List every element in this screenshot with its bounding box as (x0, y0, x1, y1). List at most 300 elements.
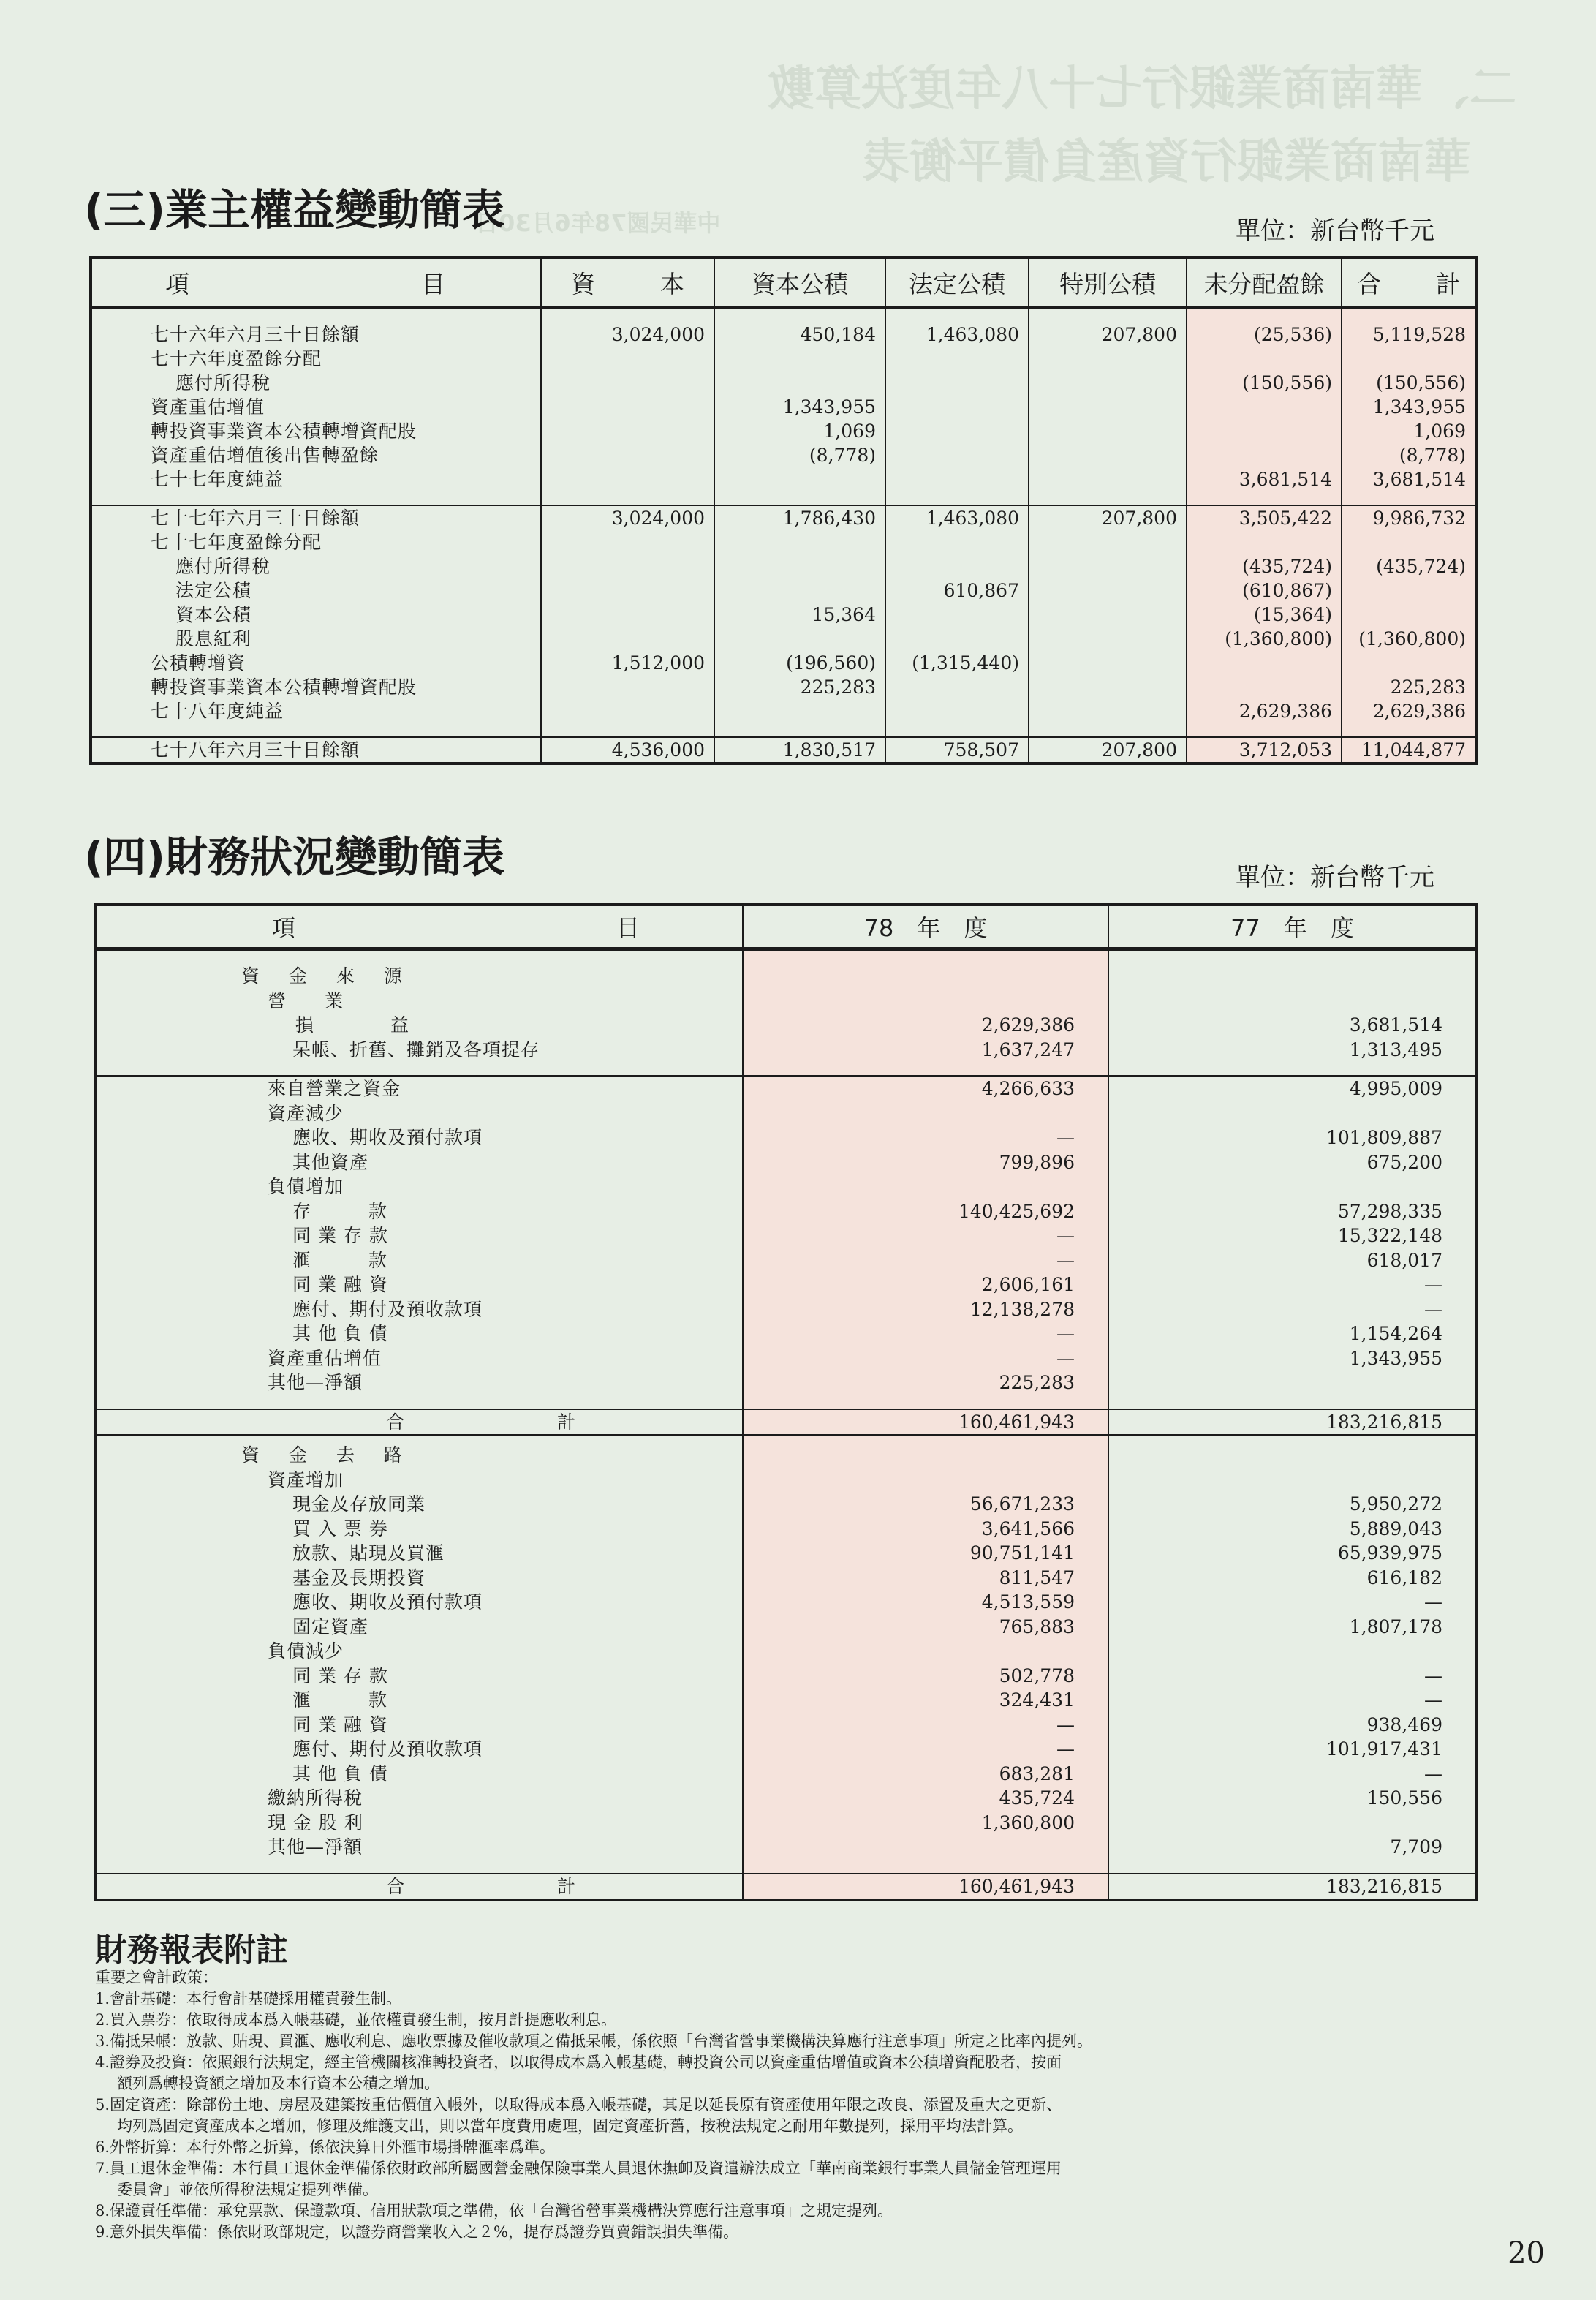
table-row (95, 1126, 1477, 1150)
cell-year77: 15,322,148 (1108, 1223, 1477, 1248)
notes-title: 財務報表附註 (95, 1931, 288, 1969)
table-row (95, 1223, 1477, 1248)
row-label: 同 業 融 資 (292, 1713, 388, 1735)
col-special-reserve-header: 特別公積 (1029, 257, 1187, 308)
cell-capital: 1,512,000 (541, 651, 714, 675)
row-label: 基金及長期投資 (292, 1566, 426, 1588)
funds-section-title: (四)財務狀況變動簡表 (84, 832, 505, 882)
cell-unappropriated (1187, 530, 1342, 554)
cell-capital (541, 603, 714, 627)
cell-capital-reserve: 450,184 (714, 323, 885, 347)
cell-year77: 616,182 (1108, 1566, 1477, 1591)
cell-legal-reserve (885, 371, 1029, 395)
cell-year77 (1108, 1811, 1477, 1836)
table-row (91, 347, 1476, 371)
cell-capital-reserve: 1,343,955 (714, 395, 885, 419)
cell-total (1342, 651, 1476, 675)
table-row (95, 1370, 1477, 1395)
note-line: 均列爲固定資產成本之增加，修理及維護支出，則以當年度費用處理，固定資產折舊，按稅法規定之耐用年數提列，採用平均法計算。 (117, 2117, 1023, 2135)
cell-capital (541, 699, 714, 723)
cell-special-reserve (1029, 371, 1187, 395)
cell-capital-reserve (714, 371, 885, 395)
cell-year78: 160,461,943 (743, 1409, 1108, 1436)
bleed-through-line-1: 二、華南商業銀行七十八年度決算數 (768, 62, 1516, 116)
cell-year77: 1,807,178 (1108, 1615, 1477, 1640)
cell-legal-reserve (885, 419, 1029, 443)
funds-uses-total-row (95, 1874, 1477, 1901)
cell-year78: 160,461,943 (743, 1874, 1108, 1901)
cell-capital-reserve (714, 347, 885, 371)
row-label: 轉投資事業資本公積轉增資配股 (151, 421, 417, 442)
row-label: 應付所得稅 (175, 372, 271, 393)
cell-unappropriated: (25,536) (1187, 323, 1342, 347)
cell-legal-reserve (885, 554, 1029, 578)
spacer-row (91, 723, 1476, 737)
row-label: 七十六年六月三十日餘額 (151, 324, 360, 345)
table-row (91, 419, 1476, 443)
row-label: 現金及存放同業 (292, 1493, 426, 1515)
cell-capital (541, 419, 714, 443)
cell-capital (541, 627, 714, 651)
cell-legal-reserve (885, 699, 1029, 723)
cell-capital: 3,024,000 (541, 505, 714, 530)
cell-capital-reserve: 15,364 (714, 603, 885, 627)
cell-year77: 183,216,815 (1108, 1874, 1477, 1901)
cell-capital-reserve: (8,778) (714, 443, 885, 467)
cell-special-reserve (1029, 675, 1187, 699)
cell-capital (541, 530, 714, 554)
cell-total: 2,629,386 (1342, 699, 1476, 723)
cell-special-reserve (1029, 603, 1187, 627)
cell-capital-reserve: 1,830,517 (714, 737, 885, 763)
cell-unappropriated: (1,360,800) (1187, 627, 1342, 651)
cell-year77 (1108, 1468, 1477, 1493)
cell-year78: 225,283 (743, 1370, 1108, 1395)
cell-year78: — (743, 1126, 1108, 1150)
table-row (95, 1272, 1477, 1297)
cell-unappropriated: (435,724) (1187, 554, 1342, 578)
equity-header-row (91, 257, 1476, 308)
col-capital-header (541, 257, 714, 308)
cell-year77: 3,681,514 (1108, 1013, 1477, 1038)
row-label: 其 他 負 債 (292, 1762, 388, 1784)
row-label: 應收、期收及預付款項 (292, 1127, 483, 1148)
cell-capital-reserve: 225,283 (714, 675, 885, 699)
row-label: 股息紅利 (175, 628, 252, 649)
cell-year77: 4,995,009 (1108, 1076, 1477, 1101)
note-line: 5.固定資產：除部份土地、房屋及建築按重估價值入帳外，以取得成本爲入帳基礎，其足以延長原有資產使用年限之改良、添置及重大之更新、 (95, 2096, 1062, 2114)
cell-capital (541, 675, 714, 699)
row-label: 資 金 去 路 (95, 1435, 743, 1468)
cell-total (1342, 530, 1476, 554)
cell-capital-reserve (714, 578, 885, 603)
cell-year78: — (743, 1713, 1108, 1738)
cell-year78: 2,629,386 (743, 1013, 1108, 1038)
cell-year77 (1108, 989, 1477, 1014)
cell-year78: — (743, 1346, 1108, 1371)
cell-legal-reserve: (1,315,440) (885, 651, 1029, 675)
spacer-row (91, 491, 1476, 505)
cell-special-reserve (1029, 347, 1187, 371)
cell-special-reserve (1029, 443, 1187, 467)
table-row (95, 1664, 1477, 1689)
col-capital-reserve-header: 資本公積 (714, 257, 885, 308)
table-row (91, 675, 1476, 699)
table-row (95, 1101, 1477, 1126)
total-label: 合 計 (95, 1409, 743, 1436)
table-row (95, 1762, 1477, 1787)
row-label: 同 業 存 款 (292, 1225, 388, 1246)
cell-special-reserve (1029, 467, 1187, 491)
cell-year77: — (1108, 1688, 1477, 1713)
row-label: 同 業 存 款 (292, 1664, 388, 1686)
cell-legal-reserve (885, 603, 1029, 627)
col-unappropriated-header: 未分配盈餘 (1187, 257, 1342, 308)
cell-unappropriated (1187, 395, 1342, 419)
row-label: 負債減少 (268, 1640, 344, 1662)
cell-year77: 57,298,335 (1108, 1199, 1477, 1224)
cell-unappropriated: 3,681,514 (1187, 467, 1342, 491)
cell-year77: 7,709 (1108, 1835, 1477, 1860)
note-line: 2.買入票券：依取得成本爲入帳基礎，並依權責發生制，按月計提應收利息。 (95, 2011, 617, 2029)
cell-legal-reserve (885, 675, 1029, 699)
cell-year78: 1,360,800 (743, 1811, 1108, 1836)
cell-year77: 1,154,264 (1108, 1321, 1477, 1346)
cell-year78: 140,425,692 (743, 1199, 1108, 1224)
table-row (95, 1639, 1477, 1664)
spacer-row (95, 949, 1477, 965)
note-line: 1.會計基礎：本行會計基礎採用權責發生制。 (95, 1990, 402, 2007)
cell-total: 1,069 (1342, 419, 1476, 443)
row-label: 其他資產 (292, 1151, 369, 1173)
cell-year77: 675,200 (1108, 1150, 1477, 1175)
table-row (91, 578, 1476, 603)
row-label: 資本公積 (175, 604, 252, 625)
cell-year77 (1108, 964, 1477, 989)
cell-year78 (743, 1101, 1108, 1126)
cell-total: 9,986,732 (1342, 505, 1476, 530)
cell-total: (435,724) (1342, 554, 1476, 578)
row-label: 其 他 負 債 (292, 1323, 388, 1344)
cell-special-reserve (1029, 419, 1187, 443)
col-item-right: 目 (421, 269, 445, 298)
table-row (95, 1435, 1477, 1468)
row-label: 應付、期付及預收款項 (292, 1298, 483, 1320)
notes-body (95, 1967, 1338, 2243)
cell-capital-reserve: 1,069 (714, 419, 885, 443)
table-row (91, 651, 1476, 675)
row-label: 現 金 股 利 (268, 1811, 363, 1833)
cell-total: (8,778) (1342, 443, 1476, 467)
row-label: 來自營業之資金 (95, 1076, 743, 1101)
cell-year78: 799,896 (743, 1150, 1108, 1175)
cell-unappropriated: 2,629,386 (1187, 699, 1342, 723)
cell-year78: 324,431 (743, 1688, 1108, 1713)
note-line: 委員會」並依所得稅法規定提列準備。 (117, 2181, 378, 2198)
cell-year78: — (743, 1248, 1108, 1273)
cell-year78: — (743, 1321, 1108, 1346)
funds-unit-label: 單位：新台幣千元 (1236, 863, 1434, 892)
cell-year78: — (743, 1737, 1108, 1762)
cell-year78: 2,606,161 (743, 1272, 1108, 1297)
cell-capital-reserve: (196,560) (714, 651, 885, 675)
table-row (95, 1590, 1477, 1615)
cell-legal-reserve (885, 467, 1029, 491)
cell-year78: 435,724 (743, 1786, 1108, 1811)
cell-year78 (743, 1468, 1108, 1493)
cell-year78: 502,778 (743, 1664, 1108, 1689)
table-row (95, 1517, 1477, 1542)
row-label: 應收、期收及預付款項 (292, 1591, 483, 1613)
cell-year77: — (1108, 1297, 1477, 1322)
row-label: 營 業 (268, 989, 344, 1011)
cell-special-reserve (1029, 627, 1187, 651)
equity-section-title: (三)業主權益變動簡表 (84, 185, 505, 235)
cell-year77: 938,469 (1108, 1713, 1477, 1738)
table-row (95, 1688, 1477, 1713)
spacer-row (95, 1395, 1477, 1409)
cell-unappropriated: 3,712,053 (1187, 737, 1342, 763)
cell-total: 3,681,514 (1342, 467, 1476, 491)
table-row (95, 1492, 1477, 1517)
col-item-left: 項 (165, 269, 189, 298)
cell-legal-reserve: 758,507 (885, 737, 1029, 763)
page-number: 20 (1508, 2236, 1545, 2270)
row-label: 七十七年度盈餘分配 (151, 532, 322, 553)
cell-year77: 183,216,815 (1108, 1409, 1477, 1436)
cell-year77: — (1108, 1272, 1477, 1297)
spacer-row (95, 1062, 1477, 1076)
table-row (95, 964, 1477, 989)
cell-special-reserve (1029, 554, 1187, 578)
cell-year78 (743, 1835, 1108, 1860)
table-row (91, 554, 1476, 578)
cell-unappropriated (1187, 347, 1342, 371)
cell-unappropriated: (15,364) (1187, 603, 1342, 627)
col-capital-right: 本 (660, 269, 684, 298)
cell-year78 (743, 989, 1108, 1014)
row-label: 買 入 票 券 (292, 1517, 388, 1539)
cell-special-reserve (1029, 651, 1187, 675)
table-row (95, 1811, 1477, 1836)
cell-capital (541, 554, 714, 578)
cell-capital-reserve (714, 699, 885, 723)
row-label: 放款、貼現及買滙 (292, 1542, 445, 1564)
note-line: 8.保證責任準備：承兌票款、保證款項、信用狀款項之準備，依「台灣省營事業機構決算應行注意事項」之規定提列。 (95, 2202, 893, 2220)
row-label: 呆帳、折舊、攤銷及各項提存 (292, 1038, 540, 1060)
cell-year78: 4,266,633 (743, 1076, 1108, 1101)
row-label: 七十八年六月三十日餘額 (91, 737, 541, 763)
cell-total (1342, 347, 1476, 371)
cell-year77: 150,556 (1108, 1786, 1477, 1811)
table-row (95, 1835, 1477, 1860)
cell-unappropriated (1187, 675, 1342, 699)
col-item-header (95, 905, 743, 949)
row-label: 同 業 融 資 (292, 1274, 388, 1295)
cell-year77: 5,889,043 (1108, 1517, 1477, 1542)
cell-total (1342, 603, 1476, 627)
cell-year78: 4,513,559 (743, 1590, 1108, 1615)
cell-year77: — (1108, 1590, 1477, 1615)
note-line: 7.員工退休金準備：本行員工退休金準備係依財政部所屬國營金融保險事業人員退休撫卹及資遣辦法成立「華南商業銀行事業人員儲金管理運用 (95, 2160, 1062, 2177)
cell-year77 (1108, 1435, 1477, 1468)
table-row (91, 530, 1476, 554)
table-row (95, 1150, 1477, 1175)
cell-year78 (743, 964, 1108, 989)
cell-capital (541, 578, 714, 603)
row-label: 存 款 (292, 1200, 388, 1222)
cell-year77: 101,917,431 (1108, 1737, 1477, 1762)
cell-legal-reserve (885, 627, 1029, 651)
cell-total: (1,360,800) (1342, 627, 1476, 651)
equity-changes-table (89, 256, 1478, 765)
cell-unappropriated: 3,505,422 (1187, 505, 1342, 530)
col-item-right: 目 (616, 914, 640, 942)
cell-year78: 811,547 (743, 1566, 1108, 1591)
row-label: 七十七年度純益 (151, 469, 284, 490)
cell-total: 5,119,528 (1342, 323, 1476, 347)
cell-special-reserve: 207,800 (1029, 737, 1187, 763)
col-item-left: 項 (272, 914, 296, 942)
col-total-left: 合 (1357, 269, 1381, 298)
cell-year77: — (1108, 1762, 1477, 1787)
cell-total: 225,283 (1342, 675, 1476, 699)
cell-special-reserve: 207,800 (1029, 323, 1187, 347)
cell-capital-reserve: 1,786,430 (714, 505, 885, 530)
table-row (91, 627, 1476, 651)
cell-year77: 1,313,495 (1108, 1038, 1477, 1063)
cell-capital (541, 347, 714, 371)
cell-total: 11,044,877 (1342, 737, 1476, 763)
funds-sources-total-row (95, 1409, 1477, 1436)
cell-unappropriated: (610,867) (1187, 578, 1342, 603)
row-label: 七十七年六月三十日餘額 (91, 505, 541, 530)
table-row (95, 1346, 1477, 1371)
row-label: 資產重估增值 (268, 1347, 382, 1369)
row-label: 資產減少 (268, 1102, 344, 1124)
row-label: 應付、期付及預收款項 (292, 1738, 483, 1760)
row-label: 資產重估增值後出售轉盈餘 (151, 445, 379, 466)
table-row (91, 603, 1476, 627)
cell-year78: 12,138,278 (743, 1297, 1108, 1322)
row-label: 繳納所得稅 (268, 1787, 363, 1809)
cell-capital: 3,024,000 (541, 323, 714, 347)
cell-legal-reserve: 1,463,080 (885, 505, 1029, 530)
table-row (95, 1297, 1477, 1322)
table-row (95, 1713, 1477, 1738)
note-line: 重要之會計政策： (95, 1969, 218, 1986)
table-row (91, 505, 1476, 530)
cell-capital (541, 395, 714, 419)
cell-year78: 90,751,141 (743, 1541, 1108, 1566)
table-row (95, 1786, 1477, 1811)
table-row (95, 1615, 1477, 1640)
col-legal-reserve-header: 法定公積 (885, 257, 1029, 308)
table-row (91, 323, 1476, 347)
row-label: 資產重估增值 (151, 396, 265, 418)
cell-year78 (743, 1639, 1108, 1664)
cell-unappropriated (1187, 419, 1342, 443)
cell-total: 1,343,955 (1342, 395, 1476, 419)
cell-year77: 5,950,272 (1108, 1492, 1477, 1517)
note-line: 9.意外損失準備：係依財政部規定，以證券商營業收入之２%，提存爲證券買賣錯誤損失準備。 (95, 2223, 738, 2241)
cell-capital: 4,536,000 (541, 737, 714, 763)
cell-legal-reserve (885, 395, 1029, 419)
table-row (91, 737, 1476, 763)
table-row (95, 1737, 1477, 1762)
cell-capital-reserve (714, 554, 885, 578)
col-capital-left: 資 (571, 269, 595, 298)
cell-year77 (1108, 1639, 1477, 1664)
table-row (95, 1468, 1477, 1493)
cell-capital-reserve (714, 467, 885, 491)
table-row (95, 1541, 1477, 1566)
col-item-header (91, 257, 541, 308)
row-label: 七十八年度純益 (151, 701, 284, 722)
cell-unappropriated (1187, 443, 1342, 467)
spacer-row (91, 308, 1476, 323)
table-row (95, 989, 1477, 1014)
row-label: 資 金 來 源 (241, 965, 414, 987)
table-row (95, 1566, 1477, 1591)
table-row (91, 443, 1476, 467)
cell-capital-reserve (714, 530, 885, 554)
table-row (91, 371, 1476, 395)
bleed-through-line-2: 華南商業銀行資產負債平衡表 (863, 135, 1471, 189)
row-label: 固定資產 (292, 1615, 369, 1637)
row-label: 七十六年度盈餘分配 (151, 348, 322, 369)
col-year78-header: 78 年 度 (743, 905, 1108, 949)
cell-year78: 3,641,566 (743, 1517, 1108, 1542)
cell-legal-reserve (885, 443, 1029, 467)
cell-special-reserve (1029, 699, 1187, 723)
table-row (91, 699, 1476, 723)
row-label: 負債增加 (268, 1176, 344, 1197)
cell-unappropriated (1187, 651, 1342, 675)
table-row (95, 1174, 1477, 1199)
cell-total (1342, 578, 1476, 603)
cell-year77: — (1108, 1664, 1477, 1689)
note-line: 6.外幣折算：本行外幣之折算，係依決算日外滙市場掛牌滙率爲準。 (95, 2138, 556, 2156)
cell-year77: 1,343,955 (1108, 1346, 1477, 1371)
cell-year78: — (743, 1223, 1108, 1248)
table-row (95, 1199, 1477, 1224)
cell-special-reserve (1029, 395, 1187, 419)
cell-legal-reserve: 610,867 (885, 578, 1029, 603)
row-label: 應付所得稅 (175, 556, 271, 577)
table-row (95, 1248, 1477, 1273)
cell-year77: 65,939,975 (1108, 1541, 1477, 1566)
funds-changes-table (94, 903, 1478, 1901)
cell-year78: 56,671,233 (743, 1492, 1108, 1517)
table-row (95, 1321, 1477, 1346)
table-row (91, 467, 1476, 491)
cell-capital-reserve (714, 627, 885, 651)
cell-total: (150,556) (1342, 371, 1476, 395)
table-row (95, 1038, 1477, 1063)
col-total-header (1342, 257, 1476, 308)
cell-legal-reserve: 1,463,080 (885, 323, 1029, 347)
cell-legal-reserve (885, 347, 1029, 371)
cell-capital (541, 443, 714, 467)
row-label: 公積轉增資 (151, 652, 246, 674)
funds-header-row (95, 905, 1477, 949)
cell-unappropriated: (150,556) (1187, 371, 1342, 395)
table-row (91, 395, 1476, 419)
spacer-row (95, 1860, 1477, 1874)
row-label: 損 益 (295, 1014, 410, 1036)
table-row (95, 1013, 1477, 1038)
